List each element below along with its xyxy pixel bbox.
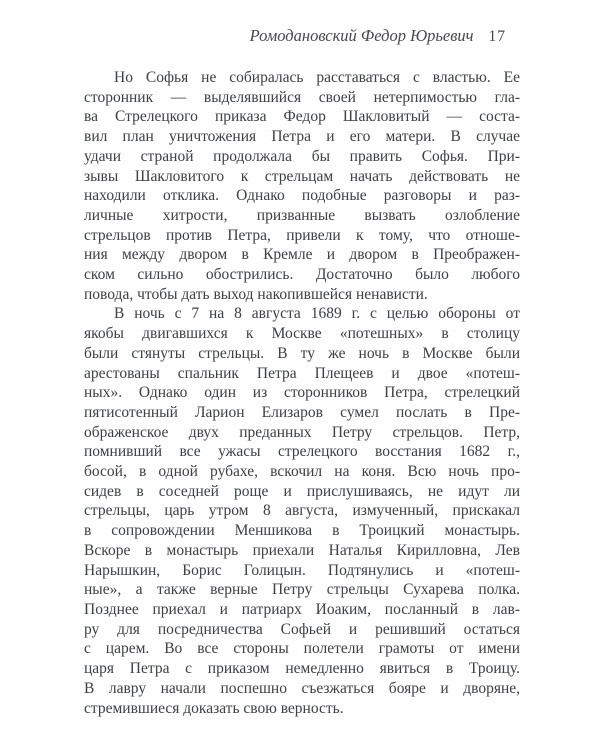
- page-number: 17: [488, 28, 506, 45]
- text-line: сидев в соседней роще и прислушиваясь, не идут ли: [84, 482, 520, 500]
- text-line: помнивший все ужасы стрелецкого восстания 1682 г.,: [84, 443, 520, 461]
- text-line: ных». Однако один из сторонников Петра, стрелецкий: [84, 384, 520, 402]
- text-line: Позднее приехал и патриарх Иоаким, посланный в лав-: [84, 600, 520, 618]
- text-block: [84, 26, 520, 718]
- text-line: зывы Шакловитого к стрельцам начать действовать не: [84, 167, 520, 185]
- paragraph: [84, 68, 520, 304]
- text-line: арестованы спальник Петра Плещеев и двое «потеш-: [84, 364, 520, 382]
- text-line: повода, чтобы дать выход накопившейся ненависти.: [84, 285, 428, 303]
- text-line: пятисотенный Ларион Елизаров сумел послать в Пре-: [84, 403, 520, 421]
- text-line: ображенское двух преданных Петру стрельцов. Петр,: [84, 423, 520, 441]
- text-line: ру для посредничества Софьей и решивший остаться: [84, 620, 520, 638]
- text-line: царя Петра с приказом немедленно явиться в Троицу.: [84, 660, 520, 678]
- paragraph: [84, 304, 520, 718]
- text-line: с царем. Во все стороны полетели грамоты от имени: [84, 640, 520, 658]
- text-line: находили отклика. Однако подобные разговоры и раз-: [84, 187, 520, 205]
- text-line: стремившиеся доказать свою верность.: [84, 699, 344, 717]
- text-line: в сопровождении Меншикова в Троицкий монастырь.: [84, 522, 520, 540]
- text-line: были стянуты стрельцы. В ту же ночь в Москве были: [84, 344, 520, 362]
- text-line: В ночь с 7 на 8 августа 1689 г. с целью обороны от: [114, 305, 520, 323]
- text-line: Но Софья не собиралась расставаться с властью. Ее: [114, 69, 520, 86]
- text-line: ва Стрелецкого приказа Федор Шакловитый — соста-: [84, 108, 520, 126]
- text-line: якобы двигавшихся к Москве «потешных» в столицу: [84, 325, 520, 343]
- text-line: ния между двором в Кремле и двором в Преображен-: [84, 246, 520, 264]
- text-line: босой, в одной рубахе, вскочил на коня. Всю ночь про-: [84, 463, 520, 481]
- text-line: стрельцов против Петра, привели к тому, что отноше-: [84, 226, 520, 244]
- text-line: Вскоре в монастырь приехали Наталья Кирилловна, Лев: [84, 541, 520, 559]
- text-line: сторонник — выделявшийся своей нетерпимостью гла-: [84, 88, 520, 106]
- text-line: ском сильно обострились. Достаточно было любого: [84, 266, 520, 284]
- running-title: Ромодановский Федор Юрьевич: [249, 26, 474, 45]
- text-line: удачи страной продолжала бы править Софья. При-: [84, 147, 520, 165]
- text-line: В лавру начали поспешно съезжаться бояре и дворяне,: [84, 679, 520, 697]
- text-line: вил план уничтожения Петра и его матери. В случае: [84, 128, 520, 146]
- page-header: [84, 26, 520, 47]
- text-line: стрельцы, царь утром 8 августа, измученный, прискакал: [84, 502, 520, 520]
- text-line: личные хитрости, призванные вызвать озлобление: [84, 206, 520, 224]
- text-line: Нарышкин, Борис Голицын. Подтянулись и «потеш-: [84, 561, 520, 579]
- body-text: [84, 68, 520, 718]
- text-line: ные», а также верные Петру стрельцы Сухарева полка.: [84, 581, 520, 599]
